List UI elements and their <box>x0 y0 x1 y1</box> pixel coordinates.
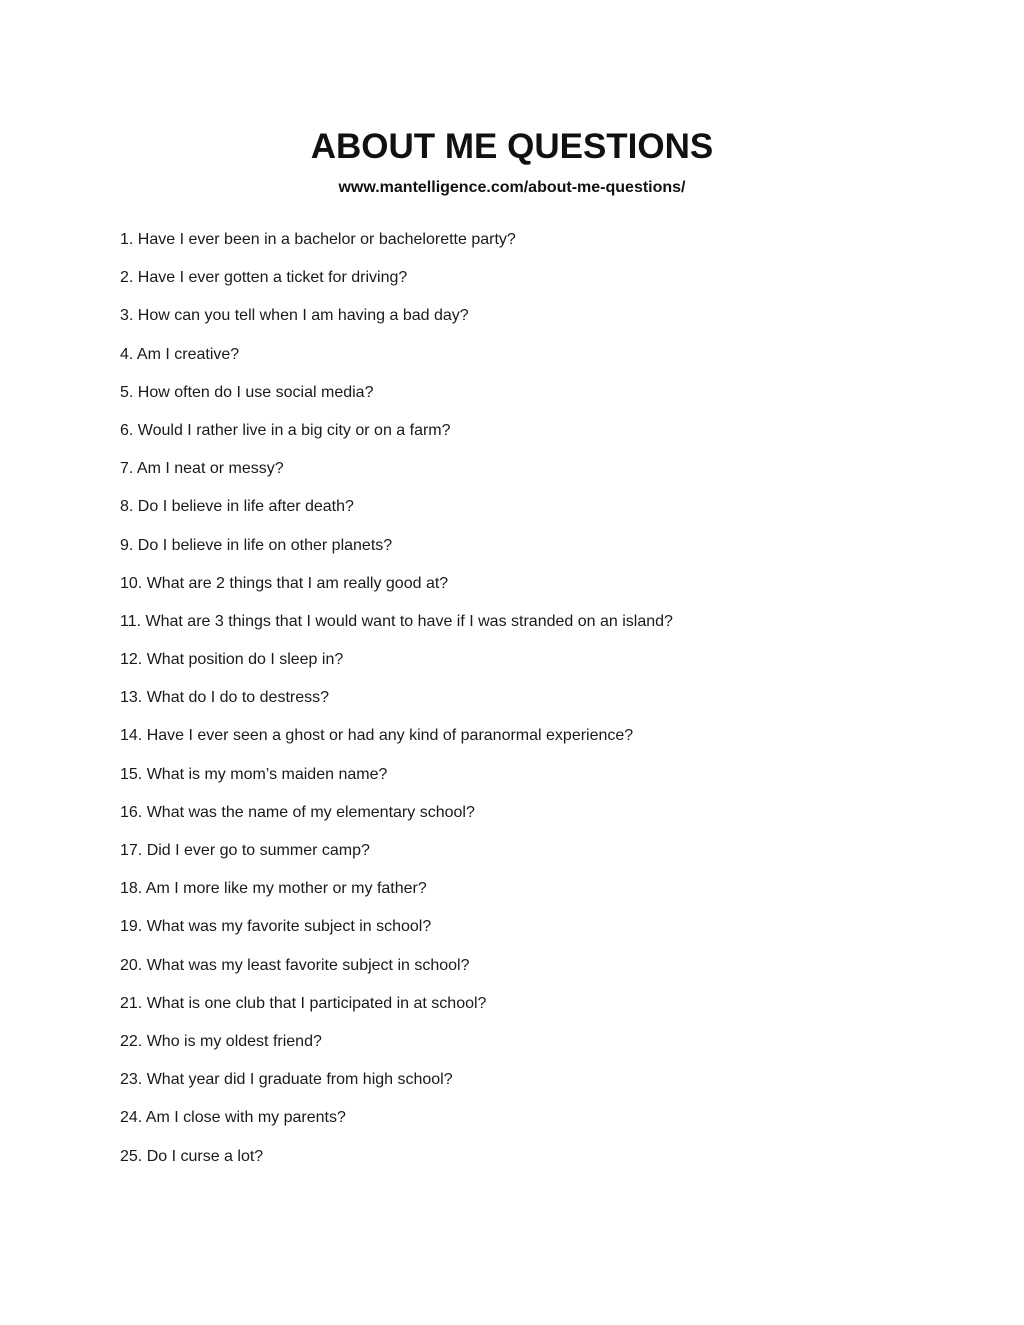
list-item: 6. Would I rather live in a big city or on a farm? <box>120 421 451 439</box>
list-item: 13. What do I do to destress? <box>120 689 330 707</box>
questions-list <box>120 227 673 1182</box>
list-item: 10. What are 2 things that I am really good at? <box>120 574 449 592</box>
list-item: 1. Have I ever been in a bachelor or bachelorette party? <box>120 231 516 248</box>
list-item: 14. Have I ever seen a ghost or had any kind of paranormal experience? <box>120 727 634 745</box>
list-item: 15. What is my mom’s maiden name? <box>120 765 388 783</box>
list-item: 17. Did I ever go to summer camp? <box>120 842 370 859</box>
list-item: 23. What year did I graduate from high school? <box>120 1071 453 1089</box>
list-item: 2. Have I ever gotten a ticket for driving? <box>120 269 408 287</box>
list-item: 12. What position do I sleep in? <box>120 651 344 669</box>
list-item: 25. Do I curse a lot? <box>120 1147 264 1165</box>
list-item: 7. Am I neat or messy? <box>120 460 284 478</box>
list-item: 5. How often do I use social media? <box>120 383 374 401</box>
list-item: 9. Do I believe in life on other planets? <box>120 536 393 554</box>
list-item: 18. Am I more like my mother or my father? <box>120 880 427 898</box>
list-item: 21. What is one club that I participated in at school? <box>120 994 487 1012</box>
page-title: ABOUT ME QUESTIONS <box>310 127 714 166</box>
list-item: 20. What was my least favorite subject in school? <box>120 956 470 974</box>
list-item: 11. What are 3 things that I would want to have if I was stranded on an island? <box>120 612 673 630</box>
source-url: www.mantelligence.com/about-me-questions/ <box>338 179 686 196</box>
list-item: 22. Who is my oldest friend? <box>120 1032 322 1050</box>
list-item: 8. Do I believe in life after death? <box>120 498 354 516</box>
list-item: 24. Am I close with my parents? <box>120 1109 346 1127</box>
list-item: 4. Am I creative? <box>120 345 240 363</box>
list-item: 3. How can you tell when I am having a bad day? <box>120 307 469 325</box>
list-item: 19. What was my favorite subject in school? <box>120 918 432 936</box>
list-item: 16. What was the name of my elementary school? <box>120 803 475 821</box>
